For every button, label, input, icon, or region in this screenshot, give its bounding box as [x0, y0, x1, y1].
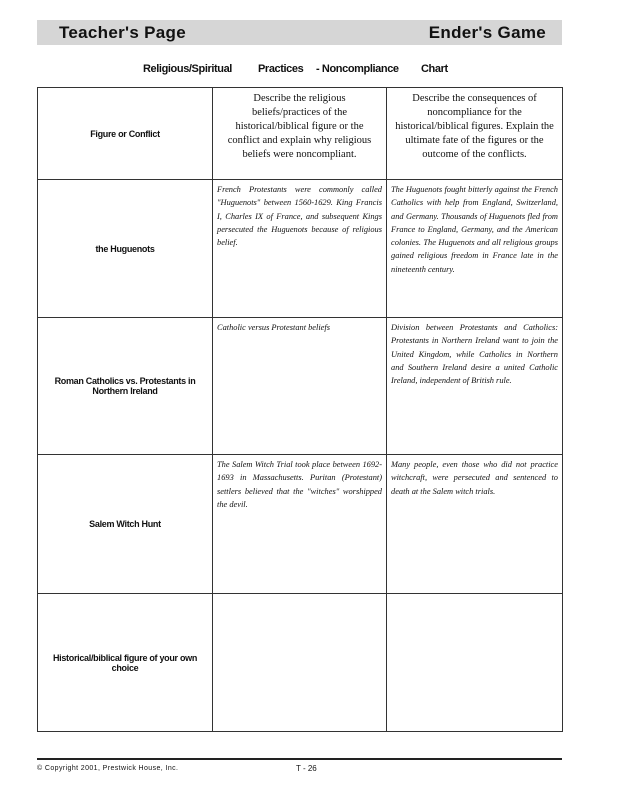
row-beliefs: French Protestants were commonly called "Huguenots" between 1560-1629. King Francis I, Charles IX of France, and subsequent Kings persecuted the Huguenots because of religious belief. — [213, 180, 387, 318]
row-figure: the Huguenots — [38, 180, 213, 318]
footer-divider — [37, 758, 562, 760]
table-row — [38, 594, 563, 732]
row-figure: Salem Witch Hunt — [38, 455, 213, 594]
chart-title — [37, 63, 562, 79]
header-teachers-page: Teacher's Page — [59, 23, 186, 42]
header-describe-consequences: Describe the consequences of noncompliance for the historical/biblical figures. Explain the ultimate fate of the figures or the outcome of the conflicts. — [387, 88, 563, 180]
footer-page-number: T - 26 — [296, 764, 317, 773]
footer-copyright: © Copyright 2001, Prestwick House, Inc. — [37, 765, 179, 772]
noncompliance-chart-table — [37, 87, 563, 732]
row-beliefs: Catholic versus Protestant beliefs — [213, 318, 387, 455]
chart-title-part-1: Religious/Spiritual — [143, 63, 232, 75]
table-row — [38, 318, 563, 455]
header-figure-or-conflict: Figure or Conflict — [38, 88, 213, 180]
row-beliefs — [213, 594, 387, 732]
row-consequences — [387, 594, 563, 732]
chart-title-part-4: Chart — [421, 63, 448, 75]
header-book-title: Ender's Game — [428, 23, 546, 42]
row-figure: Historical/biblical figure of your own choice — [38, 594, 213, 732]
table-header-row — [38, 88, 563, 180]
row-consequences: Division between Protestants and Catholics: Protestants in Northern Ireland want to join the United Kingdom, while Catholics in Northern and Southern Ireland desire a united Catholic Ireland, independent of British rule. — [387, 318, 563, 455]
table-row — [38, 180, 563, 318]
row-consequences: Many people, even those who did not practice witchcraft, were persecuted and sentenced to death at the Salem witch trials. — [387, 455, 563, 594]
header-describe-beliefs: Describe the religious beliefs/practices of the historical/biblical figure or the conflict and explain why religious beliefs were noncompliant. — [213, 88, 387, 180]
row-consequences: The Huguenots fought bitterly against the French Catholics with help from England, Switzerland, and Germany. Thousands of Huguenots fled from France to England, Germany, and the American colonies. The Huguenots and all religious groups gained religious freedom in France late in the nineteenth century. — [387, 180, 563, 318]
row-beliefs: The Salem Witch Trial took place between 1692-1693 in Massachusetts. Puritan (Protestant) settlers believed that the "witches" worshipped the devil. — [213, 455, 387, 594]
table-row — [38, 455, 563, 594]
chart-title-part-2: Practices — [258, 63, 304, 75]
page-header-bar — [37, 20, 562, 45]
chart-title-part-3: - Noncompliance — [316, 63, 399, 75]
row-figure: Roman Catholics vs. Protestants in Northern Ireland — [38, 318, 213, 455]
